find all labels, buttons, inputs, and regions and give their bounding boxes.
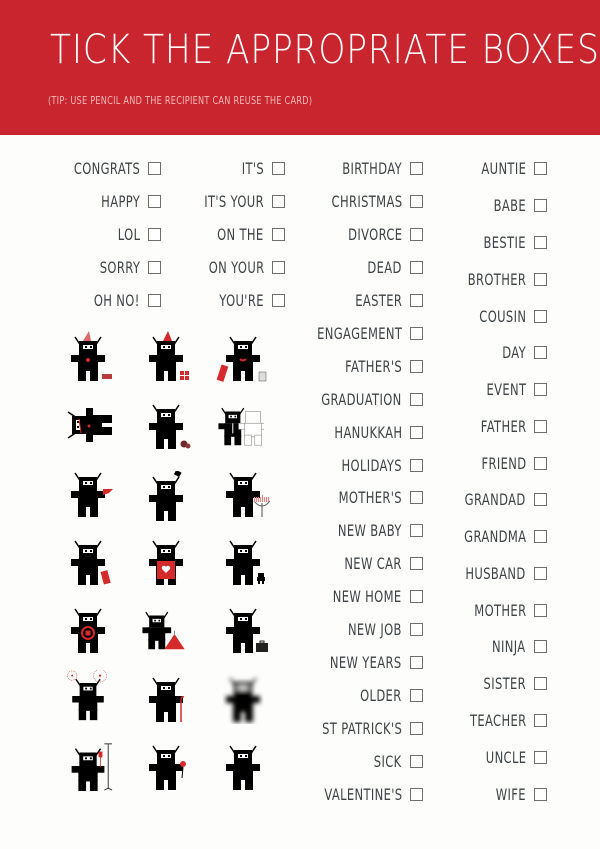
ninja-holding-flag-icon [61, 467, 115, 519]
ninja-iv-drip-icon [61, 740, 115, 792]
option-label: ON YOUR [208, 257, 264, 277]
checkbox[interactable] [534, 788, 547, 801]
checkbox[interactable] [534, 567, 547, 580]
option-label: EVENT [486, 379, 526, 399]
checkbox[interactable] [534, 199, 547, 212]
checkbox[interactable] [534, 751, 547, 764]
checkbox[interactable] [534, 457, 547, 470]
ninja-party-hat-gift-icon [139, 331, 193, 383]
checkbox[interactable] [534, 420, 547, 433]
ninja-with-small-item-icon [139, 399, 193, 451]
option-grandma[interactable] [440, 526, 547, 546]
option-label: LOL [117, 224, 140, 244]
option-label: BESTIE [483, 232, 526, 252]
option-label: TEACHER [469, 710, 526, 730]
option-husband[interactable] [442, 563, 547, 583]
option-label: DEAD [367, 257, 402, 277]
option-label: SORRY [99, 257, 140, 277]
option-label: BROTHER [467, 269, 526, 289]
option-label: NINJA [492, 636, 526, 656]
checkbox[interactable] [534, 383, 547, 396]
option-label: OLDER [360, 685, 402, 705]
checkbox[interactable] [534, 604, 547, 617]
option-label: GRADUATION [321, 389, 402, 409]
option-label: MOTHER'S [338, 487, 402, 507]
option-mother[interactable] [454, 600, 547, 620]
option-label: SISTER [483, 673, 526, 693]
option-label: IT'S YOUR [204, 191, 264, 211]
option-label: IT'S [241, 158, 264, 178]
option-label: ST PATRICK'S [321, 718, 402, 738]
ninja-red-suitcase-icon [61, 535, 115, 587]
option-label: VALENTINE'S [323, 784, 402, 804]
ninja-graduation-cap-toss-icon [139, 471, 193, 523]
ninja-briefcase-icon [216, 603, 270, 655]
tip-text: (TIP: USE PENCIL AND THE RECIPIENT CAN REUSE THE CARD) [48, 95, 313, 107]
checkbox[interactable] [534, 640, 547, 653]
option-label: AUNTIE [481, 158, 526, 178]
option-label: MOTHER [473, 600, 526, 620]
checkbox[interactable] [534, 162, 547, 175]
ninja-red-emblem-icon [61, 603, 115, 655]
checkbox[interactable] [534, 677, 547, 690]
option-label: HOLIDAYS [341, 455, 402, 475]
option-label: BABE [493, 195, 526, 215]
option-label: NEW YEARS [330, 652, 402, 672]
option-cousin[interactable] [461, 306, 547, 326]
option-label: OH NO! [94, 290, 140, 310]
option-label: CHRISTMAS [331, 191, 402, 211]
option-label: HANUKKAH [334, 422, 402, 442]
option-label: NEW HOME [333, 586, 402, 606]
option-label: FRIEND [481, 453, 526, 473]
option-label: NEW CAR [344, 553, 402, 573]
option-label: NEW JOB [348, 619, 402, 639]
option-label: UNCLE [485, 747, 526, 767]
checkbox[interactable] [534, 236, 547, 249]
ninja-heart-apron-icon [139, 535, 193, 587]
option-bestie[interactable] [467, 232, 547, 252]
ninja-lying-down-dead-icon [61, 399, 115, 451]
option-sister[interactable] [467, 673, 547, 693]
option-label: HUSBAND [465, 563, 526, 583]
checkbox[interactable] [534, 310, 547, 323]
checkbox[interactable] [534, 273, 547, 286]
option-label: DAY [502, 342, 526, 362]
ninja-fireworks-icon [61, 670, 115, 722]
option-grandad[interactable] [441, 489, 547, 509]
option-label: CONGRATS [73, 158, 140, 178]
option-label: ENGAGEMENT [316, 323, 402, 343]
option-brother[interactable] [445, 269, 547, 289]
page-title: TICK THE APPROPRIATE BOXES [50, 27, 600, 73]
option-label: SICK [374, 751, 402, 771]
option-teacher[interactable] [448, 710, 547, 730]
ninja-wedding-couple-icon [210, 399, 264, 451]
option-label: YOU'RE [219, 290, 264, 310]
option-event[interactable] [471, 379, 547, 399]
option-label: COUSIN [478, 306, 526, 326]
option-label: FATHER'S [345, 356, 402, 376]
option-auntie[interactable] [464, 158, 547, 178]
option-wife[interactable] [484, 784, 547, 804]
ninja-red-tent-icon [134, 603, 188, 655]
option-label: BIRTHDAY [342, 158, 402, 178]
option-babe[interactable] [481, 195, 547, 215]
option-label: NEW BABY [338, 520, 402, 540]
ninja-plain-icon [216, 740, 270, 792]
ninja-menorah-icon [216, 467, 270, 519]
checkbox[interactable] [534, 346, 547, 359]
ninja-party-hat-cake-icon [61, 331, 115, 383]
option-label: DIVORCE [347, 224, 402, 244]
option-label: GRANDAD [465, 489, 526, 509]
option-ninja[interactable] [479, 636, 547, 656]
option-day[interactable] [493, 342, 547, 362]
option-uncle[interactable] [470, 747, 547, 767]
option-friend[interactable] [464, 453, 547, 473]
option-label: WIFE [495, 784, 526, 804]
option-label: FATHER [480, 416, 526, 436]
ninja-blurred-icon [216, 672, 270, 724]
ninja-with-baby-icon [216, 535, 270, 587]
option-label: HAPPY [100, 191, 140, 211]
checkbox[interactable] [534, 714, 547, 727]
option-father[interactable] [463, 416, 547, 436]
checkbox[interactable] [534, 493, 547, 506]
ninja-suitcase-passport-icon [216, 331, 270, 383]
option-label: ON THE [217, 224, 264, 244]
option-label: GRANDMA [463, 526, 526, 546]
ninja-walking-cane-icon [139, 672, 193, 724]
option-label: EASTER [355, 290, 402, 310]
checkbox[interactable] [534, 530, 547, 543]
ninja-red-rose-icon [139, 740, 193, 792]
